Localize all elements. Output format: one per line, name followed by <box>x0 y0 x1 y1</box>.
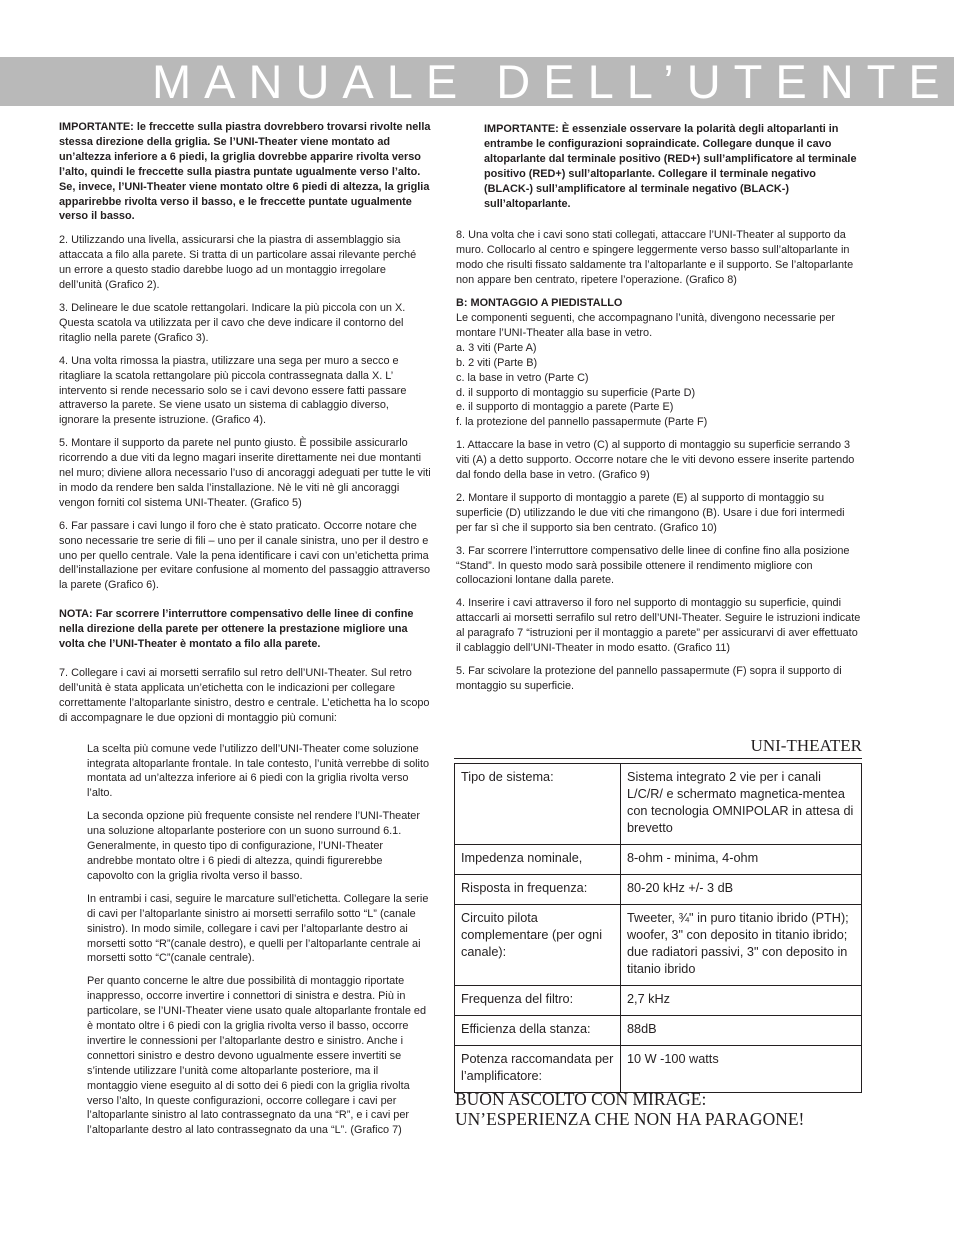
spec-label: Tipo de sistema: <box>455 764 621 845</box>
left-column <box>59 120 431 1146</box>
spec-value: Sistema integrato 2 vie per i canali L/C/R/ e schermato magnetica-mentea con tecnologia OMNIPOLAR in attesa di brevetto <box>621 764 862 845</box>
step-2: 2. Utilizzando una livella, assicurarsi che la piastra di assemblaggio sia attaccata a filo alla parete. Si tratta di un particolare assai rilevante perché un errore a questo stadio darebbe luogo ad un montaggio irregolare dell’unità (Grafico 2). <box>59 234 417 292</box>
section-b-title: B: MONTAGGIO A PIEDISTALLO <box>456 297 623 310</box>
section-b-intro: Le componenti seguenti, che accompagnano l’unità, divengono necessarie per montare l’UNI-Theater alla base in vetro. <box>456 311 836 339</box>
note-boundary-switch: NOTA: Far scorrere l’interruttore compensativo delle linee di confine nella direzione della parete per ottenere la prestazione migliore una volta che l’UNI-Theater è montato a filo alla parete. <box>59 608 414 651</box>
part-c: c. la base in vetro (Parte C) <box>456 371 589 384</box>
stand-step-2: 2. Montare il supporto di montaggio a parete (E) al supporto di montaggio su superficie (D) utilizzando le due viti che rimangono (B). Usare i due fori intermedi per far sì che il supporto sia ben centrato. (Grafico 10) <box>456 491 845 534</box>
step-6: 6. Far passare i cavi lungo il foro che è stato praticato. Occorre notare che sono necessarie tre serie di fili – uno per il canale sinistra, uno per il destro e uno per quello centrale. Vale la pena identificare i cavi con un’etichetta prima dell’installazione per evitare confusione al momento del passaggio attraverso la parete (Grafico 6). <box>59 519 431 592</box>
spec-title-rule <box>454 758 862 759</box>
important-note-arrows: IMPORTANTE: le freccette sulla piastra dovrebbero trovarsi rivolte nella stessa direzione della griglia. Se l’UNI-Theater viene montato ad un’altezza inferiore a 6 piedi, la griglia dovrebbe apparire rivolta verso l’alto, quindi le freccette sulla piastra puntate ugualmente verso l’alto. Se, invece, l’UNI-Theater viene montato oltre 6 piedi di altezza, la griglia apparirebbe rivolta verso il basso, e le freccette puntate ugualmente verso il basso. <box>59 121 431 223</box>
spec-value: 10 W -100 watts <box>621 1046 862 1093</box>
important-polarity: IMPORTANTE: È essenziale osservare la polarità degli altoparlanti in entrambe le configurazioni sopraindicate. Collegare dunque il cavo altoparlante dal terminale positivo (RED+) sull’amplificatore al terminale positivo (RED+) sull’altoparlante. Collegare il terminale negativo (BLACK-) sull’amplificatore al terminale negativo (BLACK-) sull’altoparlante. <box>484 123 857 210</box>
spec-label: Frequenza del filtro: <box>455 986 621 1016</box>
title-banner <box>0 57 954 106</box>
spec-label: Circuito pilota complementare (per ogni canale): <box>455 905 621 986</box>
spec-value: 2,7 kHz <box>621 986 862 1016</box>
spec-table-title: UNI-THEATER <box>750 736 862 755</box>
stand-step-1: 1. Attaccare la base in vetro (C) al supporto di montaggio su superficie serrando 3 viti (A) a detto supporto. Occorre notare che le viti devono essere inserite partendo dal fondo della base in vetro. (Grafico 9) <box>456 439 855 482</box>
part-e: e. il supporto di montaggio a parete (Parte E) <box>456 401 674 414</box>
mounting-options <box>59 742 431 1139</box>
option-front: La scelta più comune vede l’utilizzo dell’UNI-Theater come soluzione integrata altoparlante frontale. In tale contesto, l’unità verrebbe di solito montata ad un’altezza inferiore ai 6 piedi con la griglia rivolta verso l’alto. <box>87 742 430 800</box>
closing-line-2: UN’ESPERIENZA CHE NON HA PARAGONE! <box>455 1109 805 1129</box>
table-row <box>455 875 862 905</box>
table-row <box>455 1046 862 1093</box>
stand-step-5: 5. Far scivolare la protezione del pannello passapermute (F) sopra il supporto di montaggio su superficie. <box>456 665 842 692</box>
table-row <box>455 764 862 845</box>
part-d: d. il supporto di montaggio su superficie (Parte D) <box>456 386 696 399</box>
spec-label: Impedenza nominale, <box>455 845 621 875</box>
step-7: 7. Collegare i cavi ai morsetti serrafilo sul retro dell’UNI-Theater. Sul retro dell’unità è stata applicata un’etichetta con le indicazioni per collegare correttamente l’altoparlante sinistro, destro e centrale. L’etichetta ha lo scopo di accompagnare le due opzioni di montaggio più comuni: <box>59 667 430 724</box>
stand-step-4: 4. Inserire i cavi attraverso il foro nel supporto di montaggio su superficie, quindi attaccarli ai morsetti serrafilo sul retro dell’UNI-Theater. Seguire le istruzioni indicate al paragrafo 7 “istruzioni per il montaggio a parete” per assicurarvi di aver effettuato il cablaggio dell’UNI-Theater in modo esatto. (Grafico 11) <box>456 597 861 655</box>
spec-value: 88dB <box>621 1016 862 1046</box>
spec-value: Tweeter, ¾" in puro titanio ibrido (PTH); woofer, 3" con deposito in titanio ibrido; due radiatori passivi, 3" con deposito in titanio ibrido <box>621 905 862 986</box>
stand-step-3: 3. Far scorrere l’interruttore compensativo delle linee di confine fino alla posizione “Stand”. In questo modo sarà possibile ottenere il rendimento migliore con collocazioni lontane dalla parete. <box>456 544 850 587</box>
right-column <box>456 122 862 702</box>
spec-value: 8-ohm - minima, 4-ohm <box>621 845 862 875</box>
spec-table <box>454 763 862 1093</box>
section-b <box>456 296 862 430</box>
table-row <box>455 1016 862 1046</box>
part-a: a. 3 viti (Parte A) <box>456 341 537 354</box>
step-4: 4. Una volta rimossa la piastra, utilizzare una sega per muro a secco e ritagliare la scatola rettangolare più piccola contrassegnata dalla X. L’ intervento si rende necessario solo se i cavi devono essere fatti passare attraverso la parete. Se viene usato un sistema di cablaggio diverso, ignorare la presente istruzione. (Grafico 4). <box>59 354 407 427</box>
closing-message <box>455 1089 915 1129</box>
table-row <box>455 845 862 875</box>
spec-label: Efficienza della stanza: <box>455 1016 621 1046</box>
option-labels: In entrambi i casi, seguire le marcature sull’etichetta. Collegare la serie di cavi per l’altoparlante sinistro ai morsetti serrafilo sotto “L” (canale sinistro). In modo simile, collegare i cavi per l’altoparlante destro ai morsetti sotto “R”(canale destro), e quelli per l’altoparlante centrale ai morsetti sotto “C”(canale centrale). <box>87 892 429 965</box>
table-row <box>455 986 862 1016</box>
option-rear: La seconda opzione più frequente consiste nel rendere l’UNI-Theater una soluzione altoparlante posteriore con un suono surround 6.1. Generalmente, in questo tipo di configurazione, l’UNI-Theater andrebbe montato oltre i 6 piedi di altezza, quindi figurerebbe capovolto con la griglia rivolta verso il basso. <box>87 810 420 882</box>
part-f: f. la protezione del pannello passapermute (Parte F) <box>456 416 708 429</box>
step-3: 3. Delineare le due scatole rettangolari. Indicare la più piccola con un X. Questa scatola va utilizzata per il cavo che deve indicare il contorno del ritaglio nella parete (Grafico 3). <box>59 301 406 344</box>
table-row <box>455 905 862 986</box>
step-8: 8. Una volta che i cavi sono stati collegati, attaccare l’UNI-Theater al supporto da muro. Collocarlo al centro e spingere leggermente verso basso sull’altoparlante in modo che risulti fissato saldamente tra l’altoparlante e il supporto. Se l’altoparlante non appare ben centrato, ripetere l’operazione. (Grafico 8) <box>456 229 854 287</box>
option-invert: Per quanto concerne le altre due possibilità di montaggio riportate inappresso, occorre invertire i connettori di sinistra e destra. Più in particolare, se l’UNI-Theater viene usato quale altoparlante frontale ed è montato oltre i 6 piedi con la griglia rivolta verso il basso, occorre invertire le connessioni per l’altoparlante destro e sinistro. Anche i connettori sinistro e destro devono ugualmente essere invertiti se s’intende utilizzare l’unità come altoparlante posteriore, ma il montaggio viene eseguito al di sotto dei 6 piedi con la griglia rivolta verso l’alto, In queste configurazioni, occorre collegare i cavi per l’altoparlante sinistro al lato contrassegnato da una “R”, e i cavi per l’altoparlante destro al lato contrassegnato da una “L”. (Grafico 7) <box>87 975 427 1137</box>
spec-value: 80-20 kHz +/- 3 dB <box>621 875 862 905</box>
spec-label: Risposta in frequenza: <box>455 875 621 905</box>
closing-line-1: BUON ASCOLTO CON MIRAGE: <box>455 1089 707 1109</box>
step-5: 5. Montare il supporto da parete nel punto giusto. È possibile assicurarlo ricorrendo a due viti da legno magari inserite direttamente nei due montanti nel muro; diviene allora necessario l’uso di ancoraggi adeguati per tutte le viti in modo da rendere ben salda l’installazione. Nè le viti nè gli ancoraggi vengon forniti col sistema UNI-Theater. (Grafico 5) <box>59 437 431 509</box>
part-b: b. 2 viti (Parte B) <box>456 356 538 369</box>
spec-label: Potenza raccomandata per l’amplificatore: <box>455 1046 621 1093</box>
page-title: MANUALE DELL’UTENTE <box>152 55 953 108</box>
